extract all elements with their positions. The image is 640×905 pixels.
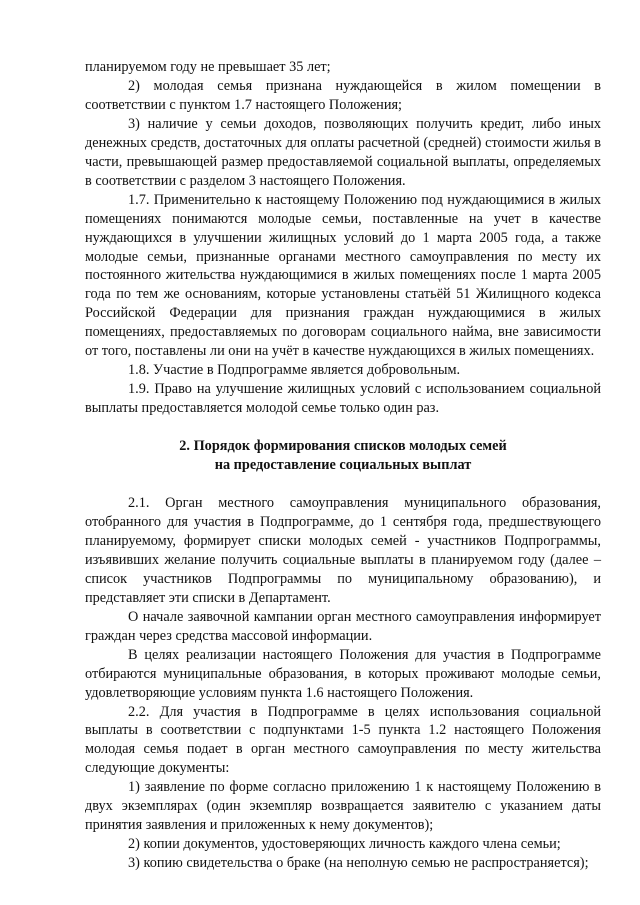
paragraph-item-2: 2) молодая семья признана нуждающейся в жилом помещении в соответствии с пунктом 1.7 настоящего Положения; <box>85 77 601 113</box>
section-heading <box>85 437 601 475</box>
document-page <box>85 58 601 873</box>
paragraph-campaign: О начале заявочной кампании орган местного самоуправления информирует граждан через средства массовой информации. <box>85 608 601 644</box>
paragraph-continuation: планируемом году не превышает 35 лет; <box>85 59 331 75</box>
document-item-3: 3) копию свидетельства о браке (на неполную семью не распространяется); <box>128 855 589 872</box>
paragraph-item-3: 3) наличие у семьи доходов, позволяющих получить кредит, либо иных денежных средств, достаточных для оплаты расчетной (средней) стоимости жилья в части, превышающей размер предоставляемой социальной выплаты, определяемых в соответствии с разделом 3 настоящего Положения. <box>85 115 601 189</box>
document-item-1: 1) заявление по форме согласно приложению 1 к настоящему Положению в двух экземплярах (один экземпляр возвращается заявителю с указанием даты принятия заявления и приложенных к нему документов); <box>85 779 601 834</box>
section-heading-line-1: 2. Порядок формирования списков молодых семей <box>179 438 507 455</box>
paragraph-2-2: 2.2. Для участия в Подпрограмме в целях использования социальной выплаты в соответствии с подпунктами 1-5 пункта 1.2 настоящего Положения молодая семья подает в орган местного самоуправления по месту жительства следующие документы: <box>85 703 601 777</box>
paragraph-2-1: 2.1. Орган местного самоуправления муниципального образования, отобранного для участия в Подпрограмме, до 1 сентября года, предшествующего планируемому, формирует списки молодых семей - участников Подпрограммы, изъявивших желание получить социальные выплаты в планируемом году (далее – список участников Подпрограммы по муниципальному образованию), и представляет эти списки в Департамент. <box>85 495 601 606</box>
section-heading-line-2: на предоставление социальных выплат <box>214 457 472 474</box>
paragraph-selection: В целях реализации настоящего Положения для участия в Подпрограмме отбираются муниципальные образования, в которых проживают молодые семьи, удовлетворяющие условиям пункта 1.6 настоящего Положения. <box>85 646 601 701</box>
paragraph-1-8: 1.8. Участие в Подпрограмме является добровольным. <box>128 362 461 379</box>
paragraph-1-7: 1.7. Применительно к настоящему Положению под нуждающимися в жилых помещениях понимаются молодые семьи, поставленные на учет в качестве нуждающихся в улучшении жилищных условий до 1 марта 2005 года, а также молодые семьи, признанные органами местного самоуправления по месту их постоянного жительства нуждающимися в жилых помещениях после 1 марта 2005 года по тем же основаниям, которые установлены статьёй 51 Жилищного кодекса Российской Федерации для признания граждан нуждающимися в жилых помещениях, предоставляемых по договорам социального найма, вне зависимости от того, поставлены ли они на учёт в качестве нуждающихся в жилых помещениях. <box>85 191 601 360</box>
paragraph-1-9: 1.9. Право на улучшение жилищных условий с использованием социальной выплаты предоставляется молодой семье только один раз. <box>85 381 601 417</box>
document-item-2: 2) копии документов, удостоверяющих личность каждого члена семьи; <box>128 836 561 853</box>
